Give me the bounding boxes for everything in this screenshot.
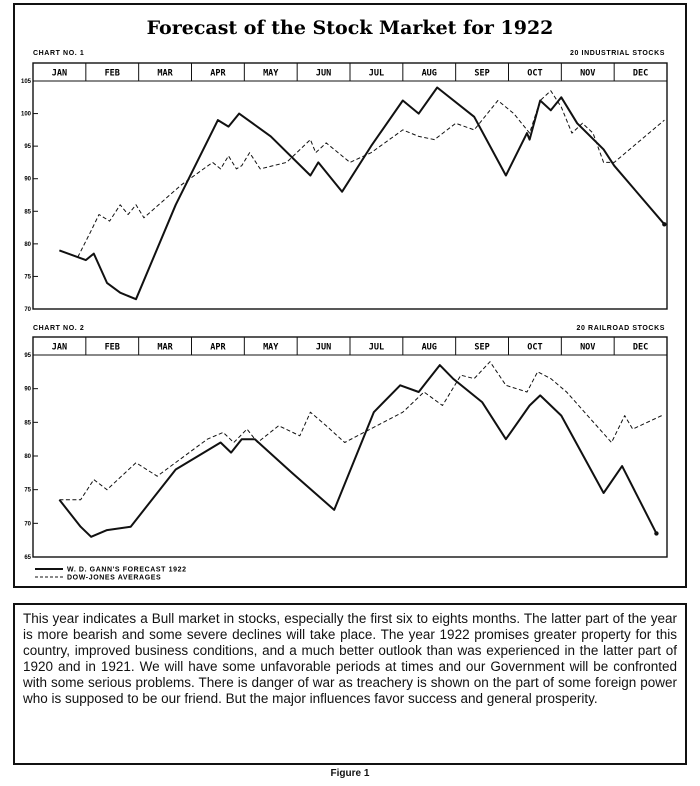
chart1-ytick-label: 95	[24, 144, 31, 151]
chart1-month-label: DEC	[632, 68, 649, 79]
chart2-ytick-label: 75	[24, 487, 31, 494]
chart1-series-forecast-line	[59, 88, 664, 300]
chart2-ytick-label: 65	[24, 555, 31, 561]
chart-panel	[13, 3, 687, 588]
chart-svg	[15, 5, 685, 586]
chart2-ytick-label: 80	[24, 454, 31, 460]
chart2-month-label: JUL	[368, 342, 385, 353]
chart2-month-label: JUN	[315, 342, 332, 353]
chart1-month-label: SEP	[474, 68, 490, 79]
chart1-month-label: MAY	[263, 68, 279, 79]
chart1-label: CHART NO. 1	[33, 50, 85, 57]
chart1-month-label: NOV	[580, 68, 596, 79]
chart2-ytick-label: 95	[24, 353, 31, 359]
chart2-month-label: APR	[210, 342, 226, 353]
chart1-ytick-label: 75	[24, 274, 31, 281]
chart2-month-label: JAN	[51, 342, 68, 353]
chart2-month-label: MAR	[157, 342, 173, 353]
chart2-month-label: OCT	[527, 342, 543, 353]
chart1-month-label: MAR	[157, 68, 173, 79]
chart2-month-label: DEC	[632, 342, 649, 353]
chart1-month-label: OCT	[527, 68, 543, 79]
chart1-month-label: JUN	[315, 68, 332, 79]
legend	[35, 567, 187, 582]
chart1-forecast-end-point	[662, 222, 666, 226]
chart2-label: CHART NO. 2	[33, 325, 85, 332]
chart1-month-label: JUL	[368, 68, 385, 79]
plot-railroad	[24, 337, 667, 561]
chart2-month-label: MAY	[263, 342, 279, 353]
chart1-ytick-label: 70	[24, 307, 31, 313]
chart2-subtitle: 20 RAILROAD STOCKS	[576, 325, 665, 332]
chart1-ytick-label: 80	[24, 241, 31, 248]
chart2-month-label: FEB	[104, 342, 120, 353]
chart2-month-label: NOV	[580, 342, 596, 353]
chart2-month-label: AUG	[421, 342, 437, 353]
chart2-month-label: SEP	[474, 342, 490, 353]
plot-industrial	[21, 63, 667, 313]
chart1-month-label: APR	[210, 68, 226, 79]
chart-title: Forecast of the Stock Market for 1922	[146, 17, 554, 39]
chart1-subtitle: 20 INDUSTRIAL STOCKS	[570, 50, 665, 57]
chart2-frame	[33, 337, 667, 557]
chart1-month-label: FEB	[104, 68, 120, 79]
chart1-ytick-label: 105	[20, 79, 31, 85]
chart2-ytick-label: 70	[24, 521, 31, 528]
legend-dow-label: DOW-JONES AVERAGES	[67, 574, 162, 582]
chart1-month-label: JAN	[51, 68, 68, 79]
chart1-ytick-label: 90	[24, 176, 31, 183]
chart1-ytick-label: 100	[20, 111, 31, 118]
chart2-series-dow-jones-line	[59, 362, 661, 500]
chart2-series-forecast-line	[59, 365, 656, 537]
chart2-ytick-label: 85	[24, 420, 31, 427]
legend-forecast-label: W. D. GANN'S FORECAST 1922	[67, 566, 187, 574]
figure-label: Figure 1	[330, 768, 370, 779]
description-box	[13, 603, 687, 765]
chart1-month-label: AUG	[421, 68, 437, 79]
description-text: This year indicates a Bull market in stocks, especially the first six to eights months. The latter part of the year is more bearish and some severe declines will take place. The year 1922 promises greater property for this country, improved business conditions, and a much better outlook than was experienced in the latter part of 1920 and in 1921. We will have some unfavorable periods at times and our Government will be confronted with some serious problems. There is danger of war as treachery is shown on the part of some foreign power who is supposed to be our friend. But the major influences favor success and general prosperity.	[23, 611, 677, 706]
chart2-forecast-end-point	[654, 531, 658, 535]
chart1-ytick-label: 85	[24, 209, 31, 216]
chart1-frame	[33, 63, 667, 309]
chart2-ytick-label: 90	[24, 386, 31, 393]
